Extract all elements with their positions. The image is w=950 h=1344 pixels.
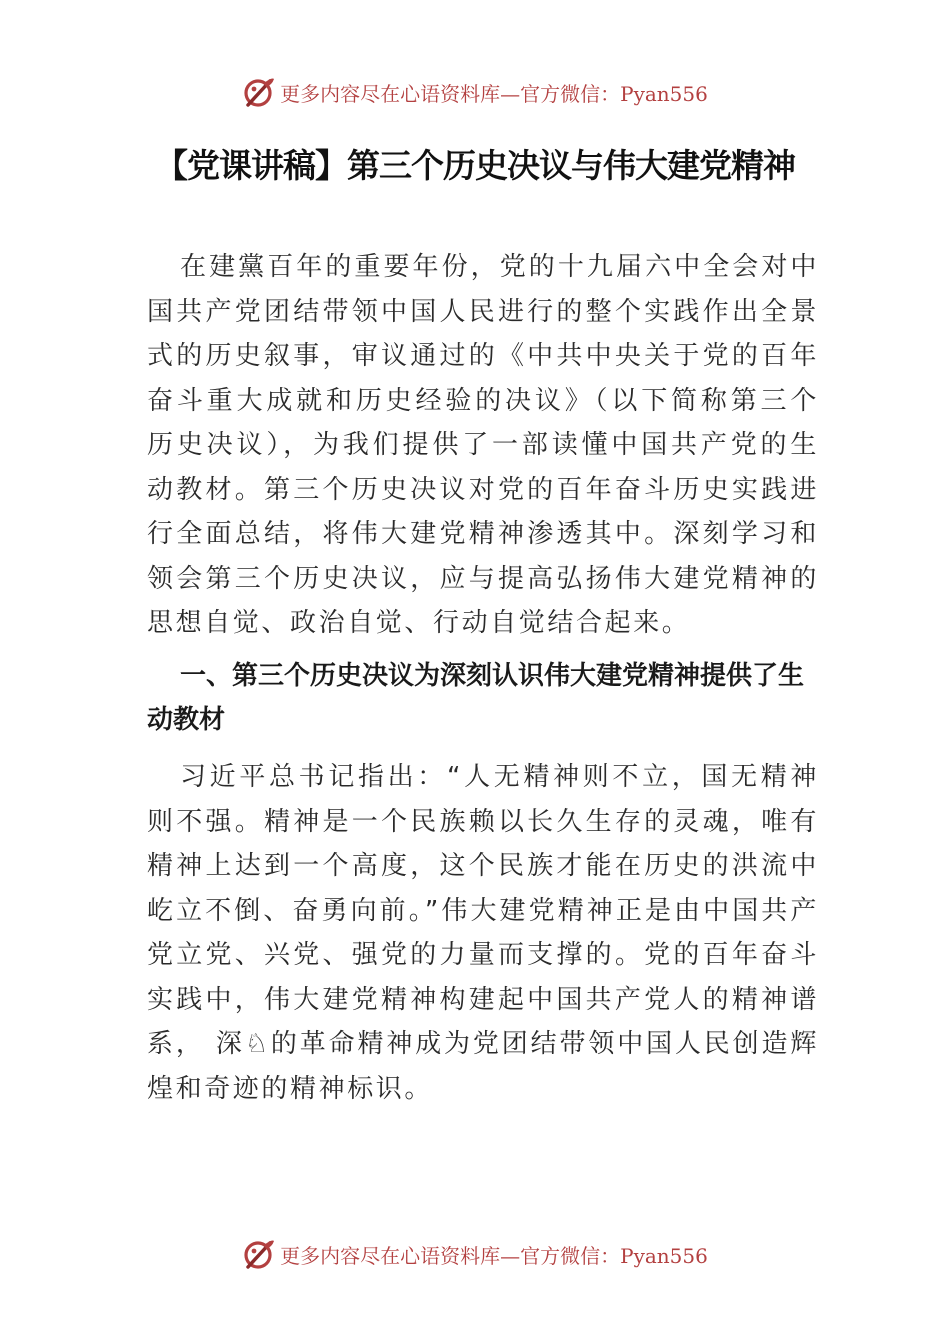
brush-logo-icon	[242, 1237, 276, 1271]
body-paragraph: 在建黨百年的重要年份，党的十九届六中全会对中国共产党团结带领中国人民进行的整个实践作出全景式的历史叙事，审议通过的《中共中央关于党的百年奋斗重大成就和历史经验的决议》（以下简称第三个历史决议），为我们提供了一部读懂中国共产党的生动教材。第三个历史决议对党的百年奋斗历史实践进行全面总结，将伟大建党精神渗透其中。深刻学习和领会第三个历史决议，应与提高弘扬伟大建党精神的思想自觉、政治自觉、行动自觉结合起来。	[147, 252, 819, 638]
brush-logo-icon	[242, 75, 276, 109]
header-watermark-banner	[0, 72, 950, 112]
body-paragraph: 习近平总书记指出：“人无精神则不立，国无精神则不强。精神是一个民族赖以长久生存的灵魂，唯有精神上达到一个高度，这个民族才能在历史的洪流中屹立不倒、奋勇向前。”伟大建党精神正是由中国共产党立党、兴党、强党的力量而支撑的。党的百年奋斗实践中，伟大建党精神构建起中国共产党人的精神谱系， 深♘的革命精神成为党团结带领中国人民创造辉煌和奇迹的精神标识。	[147, 762, 819, 1104]
banner-text: 更多内容尽在心语资料库—官方微信：Pyan556	[280, 1243, 708, 1268]
footer-watermark-banner	[0, 1234, 950, 1274]
section-heading: 一、第三个历史决议为深刻认识伟大建党精神提供了生动教材	[147, 661, 805, 735]
document-title: 【党课讲稿】第三个历史决议与伟大建党精神	[155, 146, 795, 185]
banner-text: 更多内容尽在心语资料库—官方微信：Pyan556	[280, 81, 708, 106]
